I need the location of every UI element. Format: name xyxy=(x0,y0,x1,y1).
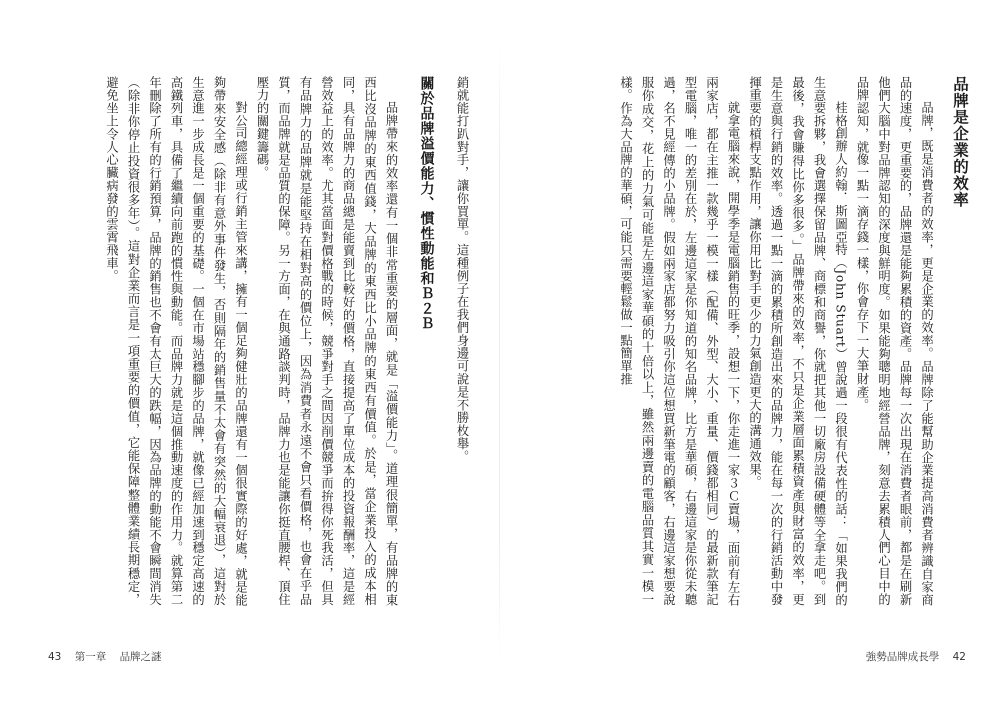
left-page-footer xyxy=(48,649,162,664)
section-title: 關於品牌溢價能力、慣性動能和Ｂ２Ｂ xyxy=(418,76,435,331)
paragraph: 桂格創辦人約翰．斯圖亞特（John Stuart）曾說過一段很有代表性的話：「如果我們的生意要拆夥，我會選擇保留品牌、商標和商譽，你就把其他一切廠房設備硬體等全拿走吧。到最後，我會賺得比你多很多。」品牌帶來的效率，不只是企業層面累積資產與財富的效率，更是生意與行銷的效率。透過一點一滴的累積所創造出來的品牌力，能在每一次的行銷活動中發揮重要的槓桿支點作用，讓你用比對手更少的力氣創造更大的溝通效果。 xyxy=(747,76,848,606)
right-page xyxy=(500,0,1000,706)
paragraph: 品牌帶來的效率還有一個非常重要的層面，就是「溢價能力」。道理很簡單，有品牌的東西比沒品牌的東西值錢，大品牌的東西比小品牌的東西有價值。於是，當企業投入的成本相同，具有品牌力的商品總是能賣到比較好的價格，直接提高了單位成本的投資報酬率，這是經營效益上的效率。尤其當面對價格戰的時候，競爭對手之間因削價競爭而拚得你死我活，但具有品牌力的品牌就是能堅持在相對高的價位上，因為消費者永遠不會只看價格，也會在乎品質，而品牌就是品質的保障。另一方面，在與通路談判時，品牌力也是能讓你挺直腰桿、頂住壓力的關鍵籌碼。 xyxy=(255,76,398,606)
chapter-label: 第一章 xyxy=(74,651,107,663)
paragraph: 對公司總經理或行銷主管來講，擁有一個足夠健壯的品牌還有一個很實際的好處，就是能夠帶來安全感（除非有意外事件發生，否則隔年的銷售量不太會有突然的大幅衰退），這對於生意進一步成長是一個重要的基礎。一個在市場站穩腳步的品牌，就像已經加速到穩定高速的高鐵列車，具備了繼續向前跑的慣性與動能。而品牌力就是這個推動速度的作用力。就算第二年刪除了所有的行銷預算，品牌的銷售也不會有太巨大的跌幅，因為品牌的動能不會瞬間消失（除非你停止投資很多年）。這對企業而言是一項重要的價值，它能保障整體業績長期穩定，避免坐上令人心臟病發的雲霄飛車。 xyxy=(104,76,248,606)
chapter-name: 品牌之謎 xyxy=(119,651,162,663)
right-page-footer xyxy=(866,649,966,664)
paragraph: 就拿電腦來說，開學季是電腦銷售的旺季，設想一下，你走進一家３Ｃ賣場，面前有左右兩家店，都在主推一款幾乎一模一樣（配備、外型、大小、重量、價錢都相同）的最新款筆記型電腦，唯一的差別在於，左邊這家是你知道的知名品牌，比方是華碩，右邊這家是你從未聽過，名不見經傳的小品牌。假如兩家店都努力吸引你這位想買新筆電的顧客，右邊這家想要說服你成交，花上的力氣可能是左邊這家華碩的十倍以上，雖然兩邊賣的電腦品質其實一模一樣。作為大品牌的華碩，可能只需要輕鬆做一點簡單推 xyxy=(618,76,740,606)
paragraph: 銷就能打趴對手，讓你買單。這種例子在我們身邊可說是不勝枚舉。 xyxy=(455,76,469,463)
page-number: 43 xyxy=(48,651,62,663)
right-page-text xyxy=(530,76,970,606)
page-number: 42 xyxy=(952,651,966,663)
chapter-title: 品牌是企業的效率 xyxy=(951,76,969,208)
left-page-text xyxy=(58,76,472,606)
paragraph: 品牌，既是消費者的效率，更是企業的效率。品牌除了能幫助企業提高消費者辨識自家商品的速度，更重要的，品牌還是能夠累積的資產。品牌每一次出現在消費者眼前，都是在刷新他們大腦中對品牌認知的深度與鮮明度。如果能夠聰明地經營品牌，刻意去累積人們心目中的品牌認知，就像一點一滴存錢一樣，你會存下一大筆財產。 xyxy=(855,76,934,606)
running-title: 強勢品牌成長學 xyxy=(865,651,940,663)
